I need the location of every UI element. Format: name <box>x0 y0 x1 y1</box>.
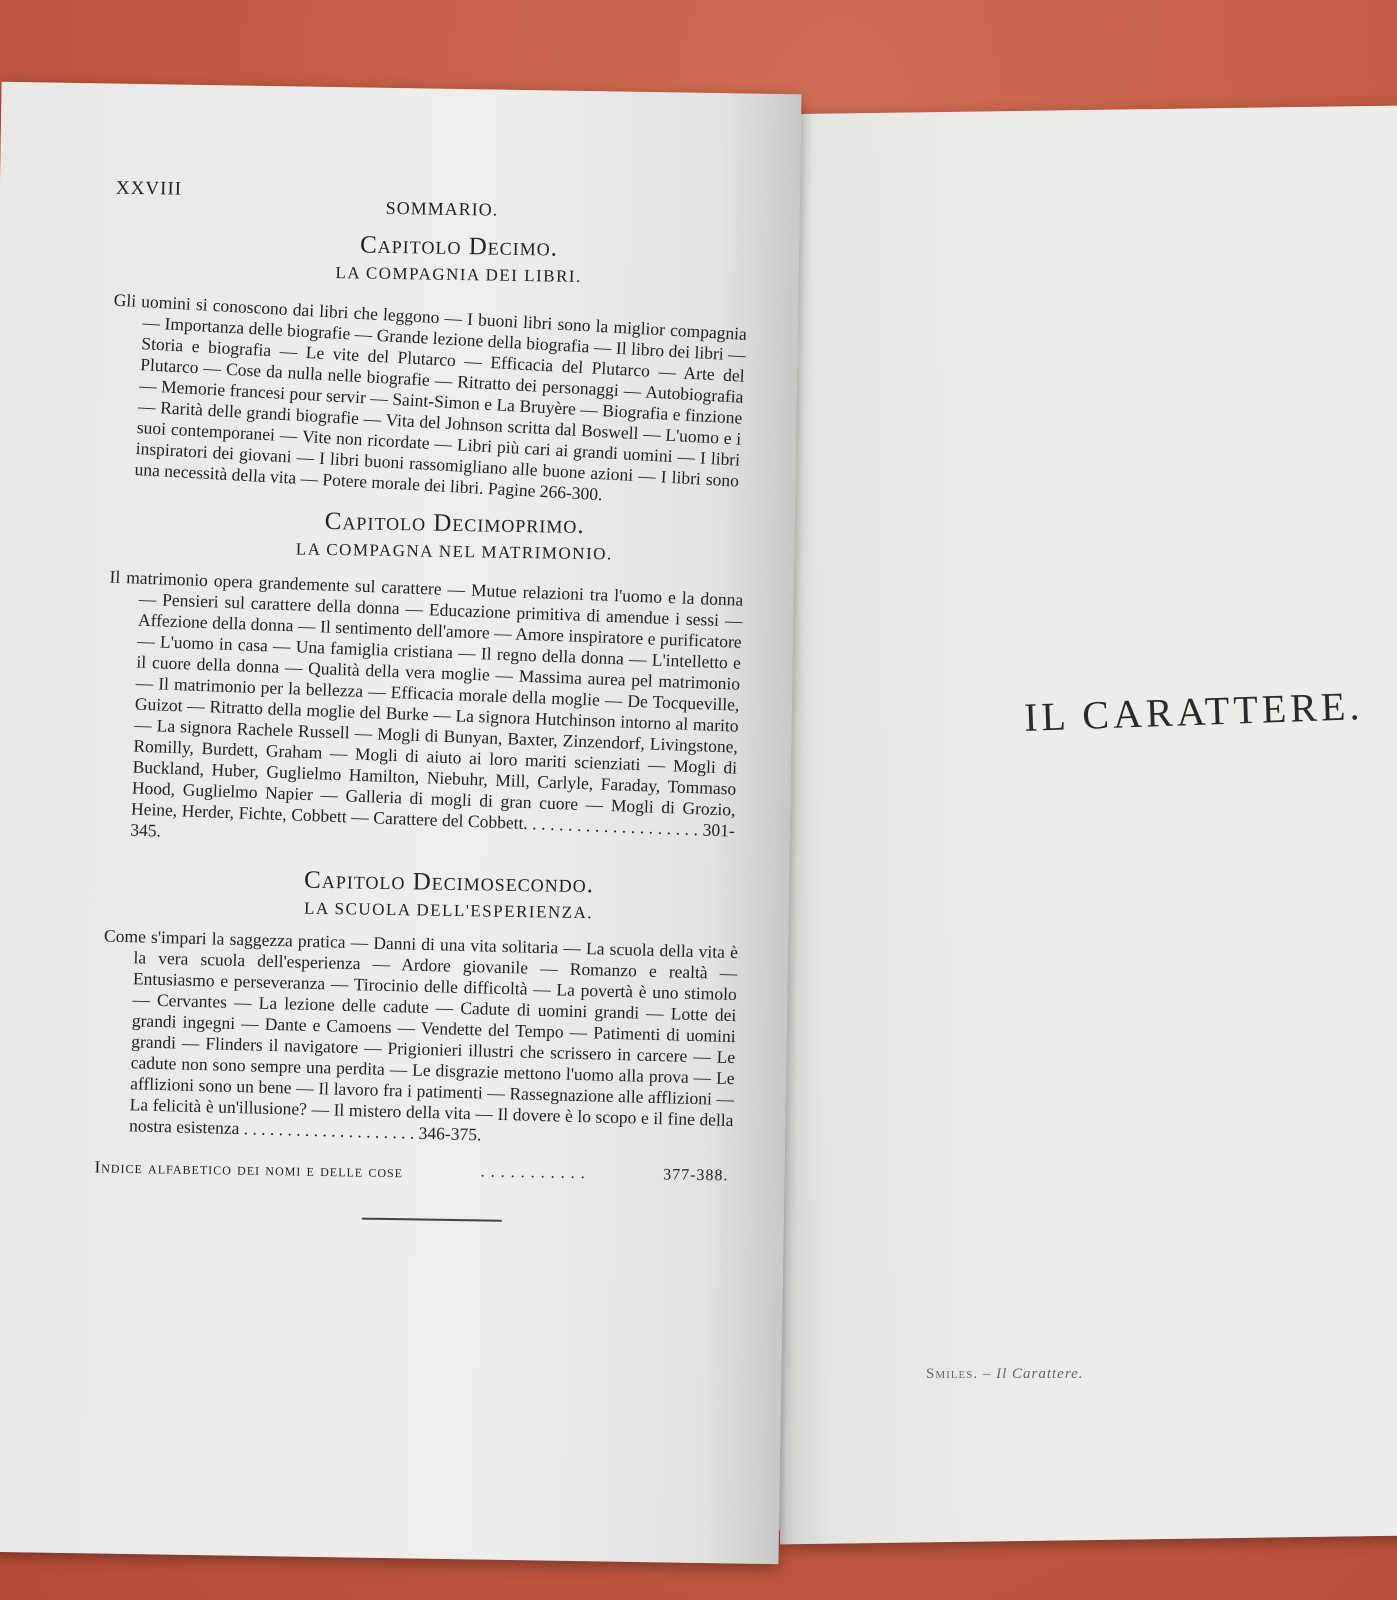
index-label: Indice alfabetico dei nomi e delle cose <box>94 1157 404 1182</box>
chapter-section <box>100 504 745 849</box>
right-page <box>760 106 1397 1545</box>
chapter-summary: Gli uomini si conoscono dai libri che leggono — I buoni libri sono la miglior compagnia — Importanza delle biografie — Grande lezione della biografia — Il libro dei libri — Storia e biografia — Le vite del Plutarco — Efficacia del Plutarco — Arte del Plutarco — Cose da nulla nelle biografie — Ritratto dei personaggi — Autobiografia — Memorie francesi pour servir — Saint-Simon e La Bruyère — Biografia e finzione — Rarità delle grandi biografie — Vita del Johnson scritta dal Boswell — L'uomo e i suoi contemporanei — Vite non ricordate — Libri più cari ai grandi uomini — I libri inspiratori dei giovani — I libri buoni rassomigliano alle buone azioni — I libri sono una necessità della vita — Potere morale dei libri. Pagine 266-300. <box>113 289 748 505</box>
chapter-title: Capitolo Decimoprimo. <box>324 507 585 540</box>
page-folio: XXVIII <box>115 177 183 200</box>
half-title: IL CARATTERE. <box>1023 683 1365 740</box>
chapter-summary: Il matrimonio opera grandemente sul carattere — Mutue relazioni tra l'uomo e la donna — Pensieri sul carattere della donna — Educazione primitiva di amendue i sessi — Affezione della donna — Il sentimento dell'amore — Amore inspiratore e purificatore — L'uomo in casa — Una famiglia cristiana — Il regno della donna — L'intelletto e il cuore della donna — Qualità della vera moglie — Massima aurea pel matrimonio — Il matrimonio per la bellezza — Efficacia morale della moglie — De Tocqueville, Guizot — Ritratto della moglie del Burke — La signora Hutchinson intorno al marito — La signora Rachele Russell — Mogli di Bunyan, Baxter, Zinzendorf, Livingstone, Romilly, Burdett, Graham — Mogli di aiuto ai loro mariti scienziati — Mogli di Buckland, Huber, Guglielmo Hamilton, Niebuhr, Mill, Carlyle, Faraday, Tommaso Hood, Guglielmo Napier — Galleria di mogli di gran cuore — Mogli di Grozio, Heine, Herder, Fichte, Cobbett — Carattere del Cobbett. . . . . . . . . . . . . . . . . . . . 301-345. <box>109 566 744 841</box>
left-page <box>0 82 801 1564</box>
signature-work: Il Carattere. <box>996 1366 1084 1382</box>
running-title: SOMMARIO. <box>385 197 499 220</box>
page-content <box>94 164 750 1226</box>
signature-mark <box>926 1366 1084 1383</box>
chapter-title: Capitolo Decimosecondo. <box>303 866 595 899</box>
closing-rule <box>362 1218 502 1222</box>
signature-author: Smiles. <box>926 1366 979 1382</box>
chapter-section <box>95 863 739 1145</box>
index-entry <box>94 1157 734 1187</box>
chapter-title: Capitolo Decimo. <box>359 231 559 262</box>
signature-separator: – <box>978 1366 997 1382</box>
chapter-section <box>105 228 749 505</box>
chapter-subtitle: LA COMPAGNIA DEI LIBRI. <box>335 263 582 286</box>
running-head <box>110 164 751 220</box>
index-leader-dots: . . . . . . . . . . . <box>480 1163 586 1183</box>
chapter-subtitle: LA COMPAGNA NEL MATRIMONIO. <box>295 539 613 564</box>
chapter-summary: Come s'impari la saggezza pratica — Danni di una vita solitaria — La scuola della vita è la vera scuola dell'esperienza — Ardore giovanile — Romanzo e realtà — Entusiasmo e perseveranza — Tirocinio delle difficoltà — La povertà è uno stimolo — Cervantes — La lezione delle cadute — Cadute di uomini grandi — Lotte dei grandi ingegni — Dante e Camoens — Vendette del Tempo — Patimenti di uomini grandi — Flinders il navigatore — Prigionieri illustri che scrissero in carcere — Le cadute non sono sempre una perdita — Le disgrazie mettono l'uomo alla prova — Le afflizioni sono un bene — Il lavoro fra i patimenti — Rassegnazione alle afflizioni — La felicità è un'illusione? — Il mistero della vita — Il dovere è lo scopo e il fine della nostra esistenza . . . . . . . . . . . . . . . . . . . . 346-375. <box>103 925 739 1145</box>
chapter-subtitle: LA SCUOLA DELL'ESPERIENZA. <box>303 898 594 923</box>
index-pages: 377-388. <box>663 1166 729 1185</box>
